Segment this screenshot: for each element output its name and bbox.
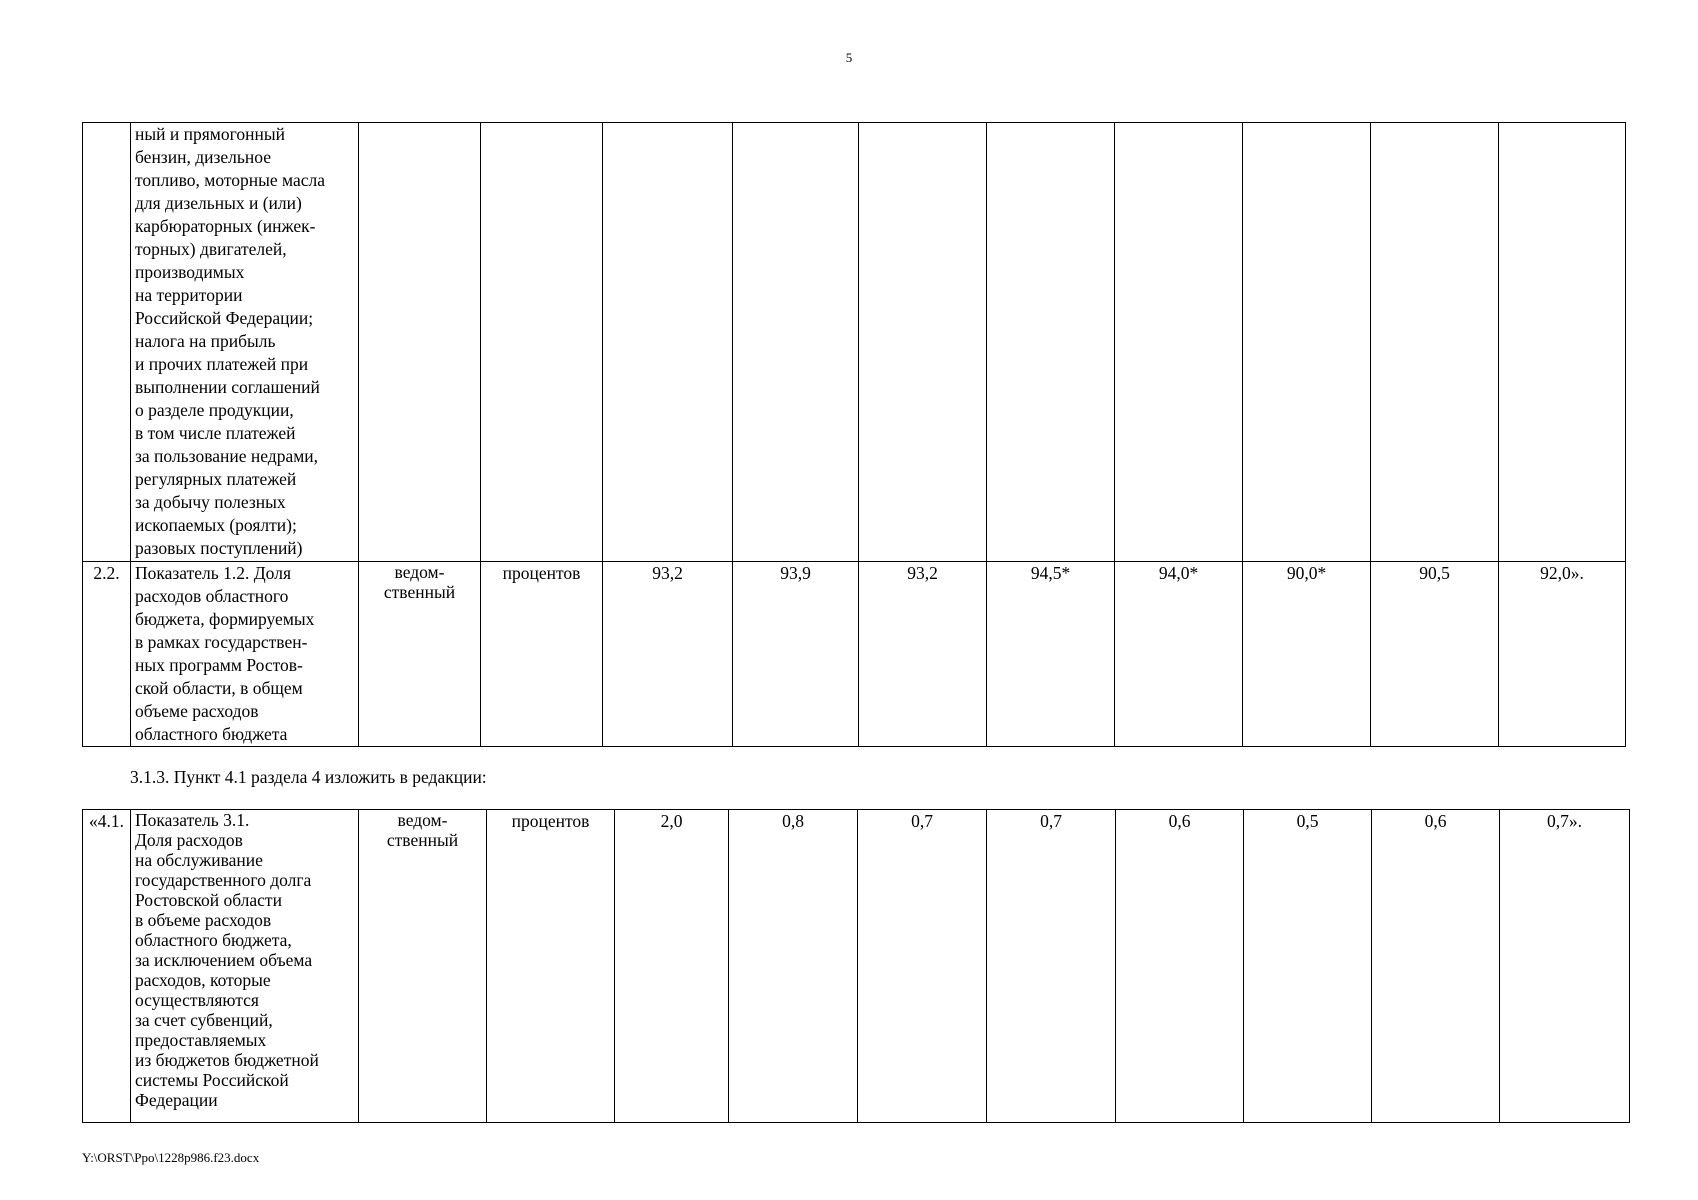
cell-value: 0,7 [858,810,987,1123]
cell-type [359,123,481,562]
cell-indicator: Показатель 3.1. Доля расходов на обслуживание государственного долга Ростовской области в объеме расходов областного бюджета, за исключением объема расходов, которые осуществляются за счет субвенций, предоставляемых из бюджетов бюджетной системы Российской Федерации [131,810,359,1123]
cell-value [733,123,859,562]
cell-value [1115,123,1243,562]
cell-indicator: Показатель 1.2. Доля расходов областного бюджета, формируемых в рамках государствен- ных программ Ростов- ской области, в общем объеме расходов областного бюджета [131,562,359,747]
page-number: 5 [845,50,853,65]
cell-number [83,123,131,562]
indicators-table-continued [82,122,1626,747]
cell-value [987,123,1115,562]
cell-value: 94,0* [1115,562,1243,747]
cell-number: «4.1. [83,810,131,1123]
table-row-indicator-1-2 [83,562,1626,747]
cell-type: ведом- ственный [359,810,487,1123]
indicators-table-4-1 [82,809,1630,1123]
cell-value: 0,6 [1116,810,1244,1123]
cell-value: 0,7». [1500,810,1630,1123]
cell-value [1371,123,1499,562]
cell-value: 0,8 [729,810,858,1123]
cell-value: 90,5 [1371,562,1499,747]
cell-value: 0,6 [1372,810,1500,1123]
cell-value: 0,7 [987,810,1116,1123]
cell-value [603,123,733,562]
table-row-indicator-3-1 [83,810,1630,1123]
cell-unit: процентов [487,810,615,1123]
cell-value [1243,123,1371,562]
file-path-footer: Y:\ORST\Ppo\1228p986.f23.docx [82,1150,260,1165]
cell-value: 93,2 [603,562,733,747]
table-row-continuation [83,123,1626,562]
cell-value: 0,5 [1244,810,1372,1123]
cell-type: ведом- ственный [359,562,481,747]
cell-unit [481,123,603,562]
cell-value [859,123,987,562]
cell-value: 2,0 [615,810,729,1123]
cell-unit: процентов [481,562,603,747]
cell-value [1499,123,1626,562]
cell-value: 93,2 [859,562,987,747]
cell-number: 2.2. [83,562,131,747]
cell-value: 90,0* [1243,562,1371,747]
cell-value: 92,0». [1499,562,1626,747]
cell-indicator-continuation: ный и прямогонный бензин, дизельное топливо, моторные масла для дизельных и (или) карбюраторных (инжек- торных) двигателей, производимых на территории Российской Федерации; налога на прибыль и прочих платежей при выполнении соглашений о разделе продукции, в том числе платежей за пользование недрами, регулярных платежей за добычу полезных ископаемых (роялти); разовых поступлений) [131,123,359,562]
cell-value: 93,9 [733,562,859,747]
cell-value: 94,5* [987,562,1115,747]
section-note: 3.1.3. Пункт 4.1 раздела 4 изложить в редакции: [130,767,487,787]
